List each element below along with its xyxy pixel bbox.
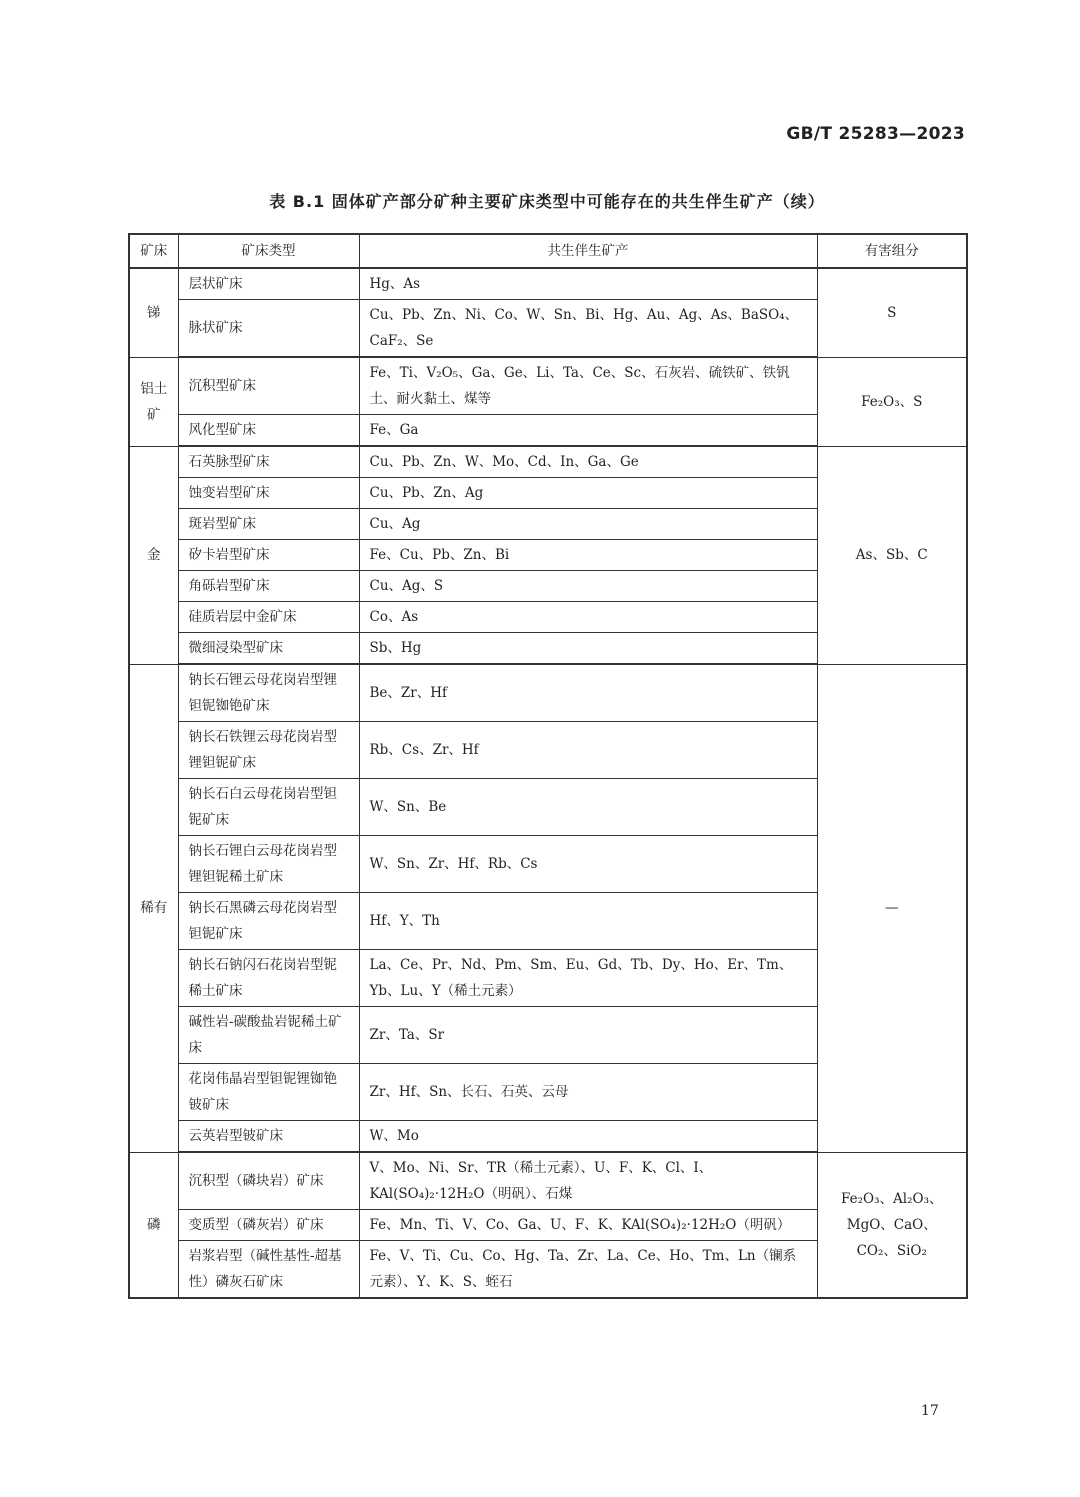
table-caption: 表 B.1 固体矿产部分矿种主要矿床类型中可能存在的共生伴生矿产（续） <box>269 192 825 211</box>
deposit-type-cell: 硅质岩层中金矿床 <box>178 602 359 633</box>
associated-minerals-cell: Fe、Mn、Ti、V、Co、Ga、U、F、K、KAl(SO₄)₂·12H₂O（明矾） <box>359 1210 817 1241</box>
associated-minerals-cell: W、Mo <box>359 1121 817 1153</box>
deposit-type-cell: 岩浆岩型（碱性基性-超基性）磷灰石矿床 <box>178 1241 359 1299</box>
deposit-type-cell: 风化型矿床 <box>178 415 359 447</box>
deposit-type-cell: 变质型（磷灰岩）矿床 <box>178 1210 359 1241</box>
deposit-type-cell: 沉积型矿床 <box>178 357 359 415</box>
associated-minerals-cell: W、Sn、Zr、Hf、Rb、Cs <box>359 836 817 893</box>
mineral-cell: 稀有 <box>129 664 178 1152</box>
associated-minerals-cell: W、Sn、Be <box>359 779 817 836</box>
associated-minerals-cell: Hf、Y、Th <box>359 893 817 950</box>
page-number: 17 <box>921 1403 939 1419</box>
deposit-type-cell: 钠长石黑磷云母花岗岩型钽铌矿床 <box>178 893 359 950</box>
associated-minerals-cell: Fe、Ga <box>359 415 817 447</box>
associated-minerals-cell: Co、As <box>359 602 817 633</box>
associated-minerals-cell: Zr、Ta、Sr <box>359 1007 817 1064</box>
table-row <box>129 357 967 415</box>
associated-minerals-cell: Zr、Hf、Sn、长石、石英、云母 <box>359 1064 817 1121</box>
associated-minerals-cell: Cu、Pb、Zn、Ag <box>359 478 817 509</box>
table-row <box>129 268 967 300</box>
associated-minerals-cell: Fe、V、Ti、Cu、Co、Hg、Ta、Zr、La、Ce、Ho、Tm、Ln（镧系元素）、Y、K、S、蛭石 <box>359 1241 817 1299</box>
deposit-type-cell: 沉积型（磷块岩）矿床 <box>178 1152 359 1210</box>
associated-minerals-cell: Fe、Cu、Pb、Zn、Bi <box>359 540 817 571</box>
deposit-type-cell: 钠长石锂白云母花岗岩型锂钽铌稀土矿床 <box>178 836 359 893</box>
mineral-cell: 锑 <box>129 268 178 357</box>
deposit-type-cell: 钠长石白云母花岗岩型钽铌矿床 <box>178 779 359 836</box>
associated-minerals-cell: Sb、Hg <box>359 633 817 665</box>
deposit-type-cell: 花岗伟晶岩型钽铌锂铷铯铍矿床 <box>178 1064 359 1121</box>
mineral-cell: 铝土矿 <box>129 357 178 446</box>
table-row <box>129 1152 967 1210</box>
deposit-type-cell: 微细浸染型矿床 <box>178 633 359 665</box>
associated-minerals-cell: Fe、Ti、V₂O₅、Ga、Ge、Li、Ta、Ce、Sc、石灰岩、硫铁矿、铁钒土、耐火黏土、煤等 <box>359 357 817 415</box>
deposit-type-cell: 钠长石钠闪石花岗岩型铌稀土矿床 <box>178 950 359 1007</box>
deposit-type-cell: 石英脉型矿床 <box>178 446 359 478</box>
harmful-components-cell: Fe₂O₃、Al₂O₃、MgO、CaO、CO₂、SiO₂ <box>817 1152 967 1298</box>
table-row <box>129 664 967 722</box>
deposit-type-cell: 斑岩型矿床 <box>178 509 359 540</box>
deposit-type-cell: 矽卡岩型矿床 <box>178 540 359 571</box>
associated-minerals-cell: V、Mo、Ni、Sr、TR（稀土元素）、U、F、K、Cl、I、KAl(SO₄)₂·12H₂O（明矾）、石煤 <box>359 1152 817 1210</box>
column-header-associated-minerals: 共生伴生矿产 <box>359 234 817 268</box>
associated-minerals-cell: La、Ce、Pr、Nd、Pm、Sm、Eu、Gd、Tb、Dy、Ho、Er、Tm、Yb、Lu、Y（稀土元素） <box>359 950 817 1007</box>
associated-minerals-cell: Rb、Cs、Zr、Hf <box>359 722 817 779</box>
column-header-deposit-type: 矿床类型 <box>178 234 359 268</box>
deposit-type-cell: 钠长石铁锂云母花岗岩型锂钽铌矿床 <box>178 722 359 779</box>
associated-minerals-cell: Cu、Pb、Zn、Ni、Co、W、Sn、Bi、Hg、Au、Ag、As、BaSO₄、CaF₂、Se <box>359 300 817 358</box>
associated-minerals-cell: Be、Zr、Hf <box>359 664 817 722</box>
standard-number: GB/T 25283—2023 <box>786 124 965 144</box>
deposit-type-cell: 脉状矿床 <box>178 300 359 358</box>
deposit-type-cell: 云英岩型铍矿床 <box>178 1121 359 1153</box>
harmful-components-cell: S <box>817 268 967 357</box>
harmful-components-cell: — <box>817 664 967 1152</box>
table-header-row <box>129 234 967 268</box>
associated-minerals-cell: Cu、Pb、Zn、W、Mo、Cd、In、Ga、Ge <box>359 446 817 478</box>
table-row <box>129 446 967 478</box>
mineral-cell: 磷 <box>129 1152 178 1298</box>
associated-minerals-cell: Hg、As <box>359 268 817 300</box>
mineral-table <box>128 233 968 1299</box>
column-header-harmful-components: 有害组分 <box>817 234 967 268</box>
deposit-type-cell: 角砾岩型矿床 <box>178 571 359 602</box>
deposit-type-cell: 碱性岩-碳酸盐岩铌稀土矿床 <box>178 1007 359 1064</box>
deposit-type-cell: 钠长石锂云母花岗岩型锂钽铌铷铯矿床 <box>178 664 359 722</box>
mineral-cell: 金 <box>129 446 178 664</box>
deposit-type-cell: 层状矿床 <box>178 268 359 300</box>
associated-minerals-cell: Cu、Ag <box>359 509 817 540</box>
column-header-mineral: 矿床 <box>129 234 178 268</box>
deposit-type-cell: 蚀变岩型矿床 <box>178 478 359 509</box>
associated-minerals-cell: Cu、Ag、S <box>359 571 817 602</box>
harmful-components-cell: As、Sb、C <box>817 446 967 664</box>
harmful-components-cell: Fe₂O₃、S <box>817 357 967 446</box>
